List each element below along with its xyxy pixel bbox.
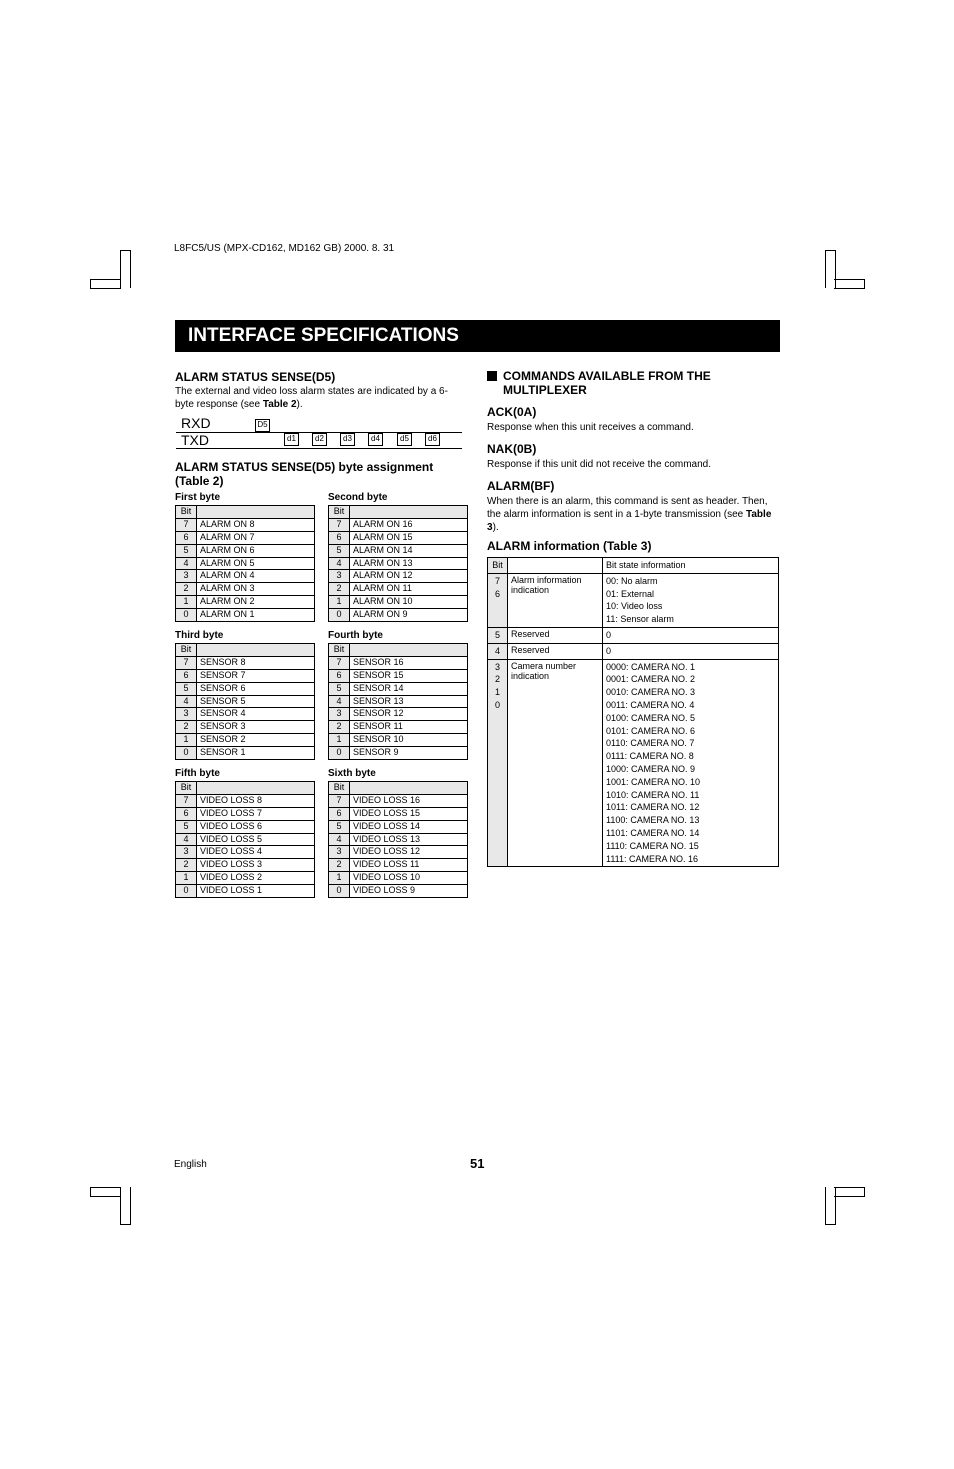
table-row bbox=[329, 820, 468, 833]
table-header-row bbox=[176, 506, 315, 519]
bit-label: VIDEO LOSS 3 bbox=[197, 859, 315, 872]
label-column-header bbox=[350, 782, 468, 795]
bit-number: 5 bbox=[176, 820, 197, 833]
table-row bbox=[329, 734, 468, 747]
bit-label: ALARM ON 12 bbox=[350, 570, 468, 583]
rxd-d5-box: D5 bbox=[255, 419, 270, 432]
crop-mark-top-left-v bbox=[120, 250, 131, 288]
table-row bbox=[329, 669, 468, 682]
table-row bbox=[329, 596, 468, 609]
bit-state: 1011: CAMERA NO. 12 bbox=[606, 802, 700, 813]
bit-label: ALARM ON 9 bbox=[350, 609, 468, 622]
byte-table bbox=[175, 781, 315, 898]
rxd-label: RXD bbox=[181, 415, 211, 431]
table-row bbox=[329, 531, 468, 544]
alarm-information-table bbox=[487, 557, 779, 867]
byte-table bbox=[328, 505, 468, 622]
bit-label: ALARM ON 15 bbox=[350, 531, 468, 544]
bit-number: 3 bbox=[329, 846, 350, 859]
table-row bbox=[176, 885, 315, 898]
bit-number: 0 bbox=[176, 885, 197, 898]
byte-table bbox=[328, 781, 468, 898]
table-row bbox=[329, 807, 468, 820]
bit-state: 0100: CAMERA NO. 5 bbox=[606, 712, 696, 723]
bit-state: 0010: CAMERA NO. 3 bbox=[606, 687, 696, 698]
bit-label: ALARM ON 10 bbox=[350, 596, 468, 609]
bit-state: 10: Video loss bbox=[606, 601, 663, 612]
byte-table bbox=[328, 643, 468, 760]
table-row bbox=[176, 695, 315, 708]
bit-number: 3 bbox=[329, 708, 350, 721]
bit-label: SENSOR 2 bbox=[197, 734, 315, 747]
bit-number: 7 bbox=[176, 518, 197, 531]
bit-label: VIDEO LOSS 11 bbox=[350, 859, 468, 872]
bit-number: 1 bbox=[176, 872, 197, 885]
txd-baseline bbox=[176, 448, 462, 449]
bit-label: ALARM ON 8 bbox=[197, 518, 315, 531]
crop-mark-bottom-left bbox=[90, 1187, 121, 1197]
bit-state: 00: No alarm bbox=[606, 575, 658, 586]
square-bullet-icon bbox=[487, 371, 497, 381]
table-row bbox=[176, 583, 315, 596]
ack-heading: ACK(0A) bbox=[487, 405, 537, 419]
table-row bbox=[176, 872, 315, 885]
bit-label: SENSOR 3 bbox=[197, 721, 315, 734]
state-column-header: Bit state information bbox=[603, 558, 779, 574]
txd-box: d3 bbox=[340, 433, 355, 446]
table-row bbox=[329, 859, 468, 872]
bit-label: VIDEO LOSS 2 bbox=[197, 872, 315, 885]
table-row bbox=[488, 627, 779, 643]
txd-box: d6 bbox=[425, 433, 440, 446]
bit-number: 7 bbox=[329, 794, 350, 807]
bit-label: VIDEO LOSS 5 bbox=[197, 833, 315, 846]
bit-number: 4 bbox=[329, 557, 350, 570]
bit-label: SENSOR 9 bbox=[350, 747, 468, 760]
table-header-row bbox=[176, 644, 315, 657]
bit-column-header: Bit bbox=[329, 644, 350, 657]
table-row bbox=[329, 609, 468, 622]
bit-number: 5 bbox=[176, 544, 197, 557]
bit-label: SENSOR 1 bbox=[197, 747, 315, 760]
bit-state: 01: External bbox=[606, 588, 655, 599]
bit-label: SENSOR 5 bbox=[197, 695, 315, 708]
bit-label: VIDEO LOSS 16 bbox=[350, 794, 468, 807]
bit-column-header: Bit bbox=[176, 506, 197, 519]
table-row bbox=[488, 573, 779, 627]
table-row bbox=[176, 609, 315, 622]
bit-label: VIDEO LOSS 6 bbox=[197, 820, 315, 833]
bit-label: ALARM ON 3 bbox=[197, 583, 315, 596]
bit-label: VIDEO LOSS 8 bbox=[197, 794, 315, 807]
bit-number: 1 bbox=[329, 596, 350, 609]
bit-label: SENSOR 13 bbox=[350, 695, 468, 708]
bit-number: 3 bbox=[494, 661, 500, 672]
table-row bbox=[176, 807, 315, 820]
bit-number: 6 bbox=[329, 669, 350, 682]
bit-number: 3 bbox=[176, 570, 197, 583]
bit-state: 0001: CAMERA NO. 2 bbox=[606, 674, 696, 685]
bit-column-header: Bit bbox=[488, 558, 508, 574]
bit-number: 6 bbox=[329, 807, 350, 820]
byte-table-title: Second byte bbox=[328, 492, 388, 503]
bit-numbers bbox=[488, 659, 508, 867]
bit-number: 0 bbox=[329, 609, 350, 622]
bit-number: 5 bbox=[329, 820, 350, 833]
bit-state: 1110: CAMERA NO. 15 bbox=[606, 840, 699, 851]
bit-numbers bbox=[488, 643, 508, 659]
bit-label: SENSOR 15 bbox=[350, 669, 468, 682]
table-row bbox=[176, 544, 315, 557]
table-row bbox=[329, 833, 468, 846]
bit-field-name: Reserved bbox=[508, 627, 603, 643]
bit-number: 7 bbox=[176, 794, 197, 807]
byte-table-title: Fifth byte bbox=[175, 768, 220, 779]
bit-state: 1101: CAMERA NO. 14 bbox=[606, 827, 700, 838]
table-row bbox=[329, 794, 468, 807]
bit-label: VIDEO LOSS 12 bbox=[350, 846, 468, 859]
bit-label: VIDEO LOSS 14 bbox=[350, 820, 468, 833]
bit-label: SENSOR 16 bbox=[350, 656, 468, 669]
crop-mark-bottom-right bbox=[834, 1187, 865, 1197]
bit-number: 0 bbox=[494, 699, 500, 710]
crop-mark-top-right-v bbox=[825, 250, 836, 288]
bit-number: 5 bbox=[329, 682, 350, 695]
bit-number: 6 bbox=[176, 807, 197, 820]
table-row bbox=[329, 846, 468, 859]
bit-number: 3 bbox=[176, 846, 197, 859]
table-row bbox=[329, 570, 468, 583]
table-row bbox=[176, 734, 315, 747]
bit-number: 5 bbox=[329, 544, 350, 557]
label-column-header bbox=[197, 506, 315, 519]
bit-label: VIDEO LOSS 4 bbox=[197, 846, 315, 859]
bit-number: 1 bbox=[494, 687, 500, 698]
table-row bbox=[176, 570, 315, 583]
page-title: INTERFACE SPECIFICATIONS bbox=[175, 320, 780, 352]
txd-box: d5 bbox=[397, 433, 412, 446]
table-header-row bbox=[329, 506, 468, 519]
table-row bbox=[176, 669, 315, 682]
bit-label: SENSOR 8 bbox=[197, 656, 315, 669]
bit-state: 1000: CAMERA NO. 9 bbox=[606, 763, 696, 774]
bit-number: 2 bbox=[329, 583, 350, 596]
byte-table-title: Fourth byte bbox=[328, 630, 383, 641]
bit-number: 2 bbox=[329, 721, 350, 734]
txd-box: d1 bbox=[284, 433, 299, 446]
table-row bbox=[329, 885, 468, 898]
bit-label: ALARM ON 1 bbox=[197, 609, 315, 622]
bit-label: ALARM ON 2 bbox=[197, 596, 315, 609]
alarm-bf-heading: ALARM(BF) bbox=[487, 479, 555, 493]
crop-mark-top-left bbox=[90, 279, 121, 289]
bit-states bbox=[603, 643, 779, 659]
bit-state: 0111: CAMERA NO. 8 bbox=[606, 751, 694, 762]
bit-number: 4 bbox=[176, 695, 197, 708]
name-column-header bbox=[508, 558, 603, 574]
bit-state: 0000: CAMERA NO. 1 bbox=[606, 661, 696, 672]
bit-label: VIDEO LOSS 7 bbox=[197, 807, 315, 820]
bit-number: 2 bbox=[329, 859, 350, 872]
bit-label: VIDEO LOSS 1 bbox=[197, 885, 315, 898]
bit-state: 1111: CAMERA NO. 16 bbox=[606, 853, 699, 864]
table-row bbox=[176, 531, 315, 544]
label-column-header bbox=[197, 644, 315, 657]
table-row bbox=[329, 544, 468, 557]
bit-label: SENSOR 7 bbox=[197, 669, 315, 682]
crop-mark-bottom-right-v bbox=[825, 1187, 836, 1225]
txd-box: d2 bbox=[312, 433, 327, 446]
bit-label: VIDEO LOSS 10 bbox=[350, 872, 468, 885]
table-row bbox=[329, 682, 468, 695]
table-row bbox=[176, 794, 315, 807]
table-header-row bbox=[488, 558, 779, 574]
bit-number: 1 bbox=[176, 596, 197, 609]
label-column-header bbox=[350, 506, 468, 519]
commands-heading: COMMANDS AVAILABLE FROM THE MULTIPLEXER bbox=[487, 369, 711, 397]
bit-number: 6 bbox=[176, 669, 197, 682]
bit-number: 1 bbox=[329, 734, 350, 747]
bit-number: 2 bbox=[176, 859, 197, 872]
bit-label: ALARM ON 6 bbox=[197, 544, 315, 557]
bit-number: 2 bbox=[176, 583, 197, 596]
label-column-header bbox=[350, 644, 468, 657]
bit-column-header: Bit bbox=[176, 782, 197, 795]
bit-number: 4 bbox=[329, 833, 350, 846]
table-row bbox=[329, 518, 468, 531]
table-row bbox=[176, 557, 315, 570]
table2-heading: ALARM STATUS SENSE(D5) byte assignment (Table 2) bbox=[175, 460, 434, 488]
bit-state: 0101: CAMERA NO. 6 bbox=[606, 725, 696, 736]
page-number: 51 bbox=[470, 1156, 485, 1171]
bit-label: ALARM ON 13 bbox=[350, 557, 468, 570]
bit-state: 0011: CAMERA NO. 4 bbox=[606, 699, 695, 710]
bit-number: 4 bbox=[494, 645, 500, 656]
bit-numbers bbox=[488, 573, 508, 627]
txd-box: d4 bbox=[368, 433, 383, 446]
table-row bbox=[176, 747, 315, 760]
table-row bbox=[176, 833, 315, 846]
table-row bbox=[176, 682, 315, 695]
byte-table bbox=[175, 505, 315, 622]
ack-description: Response when this unit receives a command. bbox=[487, 422, 694, 433]
bit-field-name: Camera number indication bbox=[508, 659, 603, 867]
table-row bbox=[176, 596, 315, 609]
bit-label: ALARM ON 4 bbox=[197, 570, 315, 583]
bit-label: SENSOR 11 bbox=[350, 721, 468, 734]
bit-number: 7 bbox=[494, 575, 500, 586]
nak-description: Response if this unit did not receive the command. bbox=[487, 459, 712, 470]
table-row bbox=[176, 859, 315, 872]
table-row bbox=[329, 695, 468, 708]
nak-heading: NAK(0B) bbox=[487, 442, 537, 456]
bit-numbers bbox=[488, 627, 508, 643]
crop-mark-top-right bbox=[834, 279, 865, 289]
table-row bbox=[329, 747, 468, 760]
bit-states bbox=[603, 573, 779, 627]
bit-label: SENSOR 6 bbox=[197, 682, 315, 695]
table-row bbox=[329, 721, 468, 734]
bit-number: 6 bbox=[494, 588, 500, 599]
bit-number: 1 bbox=[329, 872, 350, 885]
table-row bbox=[329, 872, 468, 885]
bit-state: 0110: CAMERA NO. 7 bbox=[606, 738, 695, 749]
bit-label: ALARM ON 14 bbox=[350, 544, 468, 557]
table-row bbox=[329, 656, 468, 669]
bit-label: VIDEO LOSS 13 bbox=[350, 833, 468, 846]
table-row bbox=[488, 643, 779, 659]
table-row bbox=[176, 846, 315, 859]
bit-number: 2 bbox=[176, 721, 197, 734]
txd-label: TXD bbox=[181, 432, 209, 448]
bit-number: 3 bbox=[176, 708, 197, 721]
table3-heading: ALARM information (Table 3) bbox=[487, 539, 652, 553]
bit-column-header: Bit bbox=[176, 644, 197, 657]
bit-label: SENSOR 4 bbox=[197, 708, 315, 721]
bit-label: SENSOR 12 bbox=[350, 708, 468, 721]
bit-label: SENSOR 10 bbox=[350, 734, 468, 747]
document-header: L8FC5/US (MPX-CD162, MD162 GB) 2000. 8. 31 bbox=[174, 243, 395, 254]
byte-table-title: First byte bbox=[175, 492, 221, 503]
alarm-status-description: The external and video loss alarm states are indicated by a 6-byte response (see Table 2). bbox=[175, 386, 448, 410]
bit-state: 1100: CAMERA NO. 13 bbox=[606, 815, 700, 826]
bit-state: 11: Sensor alarm bbox=[606, 614, 674, 625]
table-header-row bbox=[329, 644, 468, 657]
bit-column-header: Bit bbox=[329, 782, 350, 795]
bit-number: 1 bbox=[176, 734, 197, 747]
table-row bbox=[329, 708, 468, 721]
table-header-row bbox=[176, 782, 315, 795]
bit-label: ALARM ON 7 bbox=[197, 531, 315, 544]
bit-label: VIDEO LOSS 15 bbox=[350, 807, 468, 820]
bit-label: VIDEO LOSS 9 bbox=[350, 885, 468, 898]
table-header-row bbox=[329, 782, 468, 795]
bit-number: 4 bbox=[176, 557, 197, 570]
bit-number: 0 bbox=[176, 747, 197, 760]
bit-state: 0 bbox=[606, 645, 612, 656]
bit-label: ALARM ON 16 bbox=[350, 518, 468, 531]
table-row bbox=[488, 659, 779, 867]
crop-mark-bottom-left-v bbox=[120, 1187, 131, 1225]
table-row bbox=[176, 656, 315, 669]
bit-number: 0 bbox=[329, 747, 350, 760]
table-row bbox=[176, 708, 315, 721]
bit-number: 2 bbox=[494, 674, 500, 685]
bit-state: 1001: CAMERA NO. 10 bbox=[606, 776, 701, 787]
table-row bbox=[176, 518, 315, 531]
table-row bbox=[176, 721, 315, 734]
bit-label: SENSOR 14 bbox=[350, 682, 468, 695]
bit-number: 5 bbox=[494, 629, 500, 640]
bit-number: 5 bbox=[176, 682, 197, 695]
table-row bbox=[176, 820, 315, 833]
label-column-header bbox=[197, 782, 315, 795]
bit-number: 4 bbox=[176, 833, 197, 846]
bit-state: 1010: CAMERA NO. 11 bbox=[606, 789, 700, 800]
bit-number: 0 bbox=[176, 609, 197, 622]
bit-label: ALARM ON 5 bbox=[197, 557, 315, 570]
bit-number: 3 bbox=[329, 570, 350, 583]
footer-language: English bbox=[174, 1159, 207, 1170]
bit-field-name: Reserved bbox=[508, 643, 603, 659]
bit-number: 7 bbox=[329, 518, 350, 531]
alarm-status-heading: ALARM STATUS SENSE(D5) bbox=[175, 370, 336, 384]
bit-field-name: Alarm information indication bbox=[508, 573, 603, 627]
byte-table-title: Third byte bbox=[175, 630, 224, 641]
bit-label: ALARM ON 11 bbox=[350, 583, 468, 596]
bit-number: 0 bbox=[329, 885, 350, 898]
alarm-bf-description: When there is an alarm, this command is sent as header. Then, the alarm information is sent in a 1-byte transmission (see Table 3). bbox=[487, 496, 772, 533]
bit-state: 0 bbox=[606, 629, 612, 640]
bit-number: 6 bbox=[176, 531, 197, 544]
table-row bbox=[329, 557, 468, 570]
bit-number: 7 bbox=[176, 656, 197, 669]
byte-table-title: Sixth byte bbox=[328, 768, 376, 779]
bit-number: 6 bbox=[329, 531, 350, 544]
table-row bbox=[329, 583, 468, 596]
bit-number: 4 bbox=[329, 695, 350, 708]
byte-table bbox=[175, 643, 315, 760]
bit-states bbox=[603, 659, 779, 867]
bit-column-header: Bit bbox=[329, 506, 350, 519]
bit-number: 7 bbox=[329, 656, 350, 669]
bit-states bbox=[603, 627, 779, 643]
